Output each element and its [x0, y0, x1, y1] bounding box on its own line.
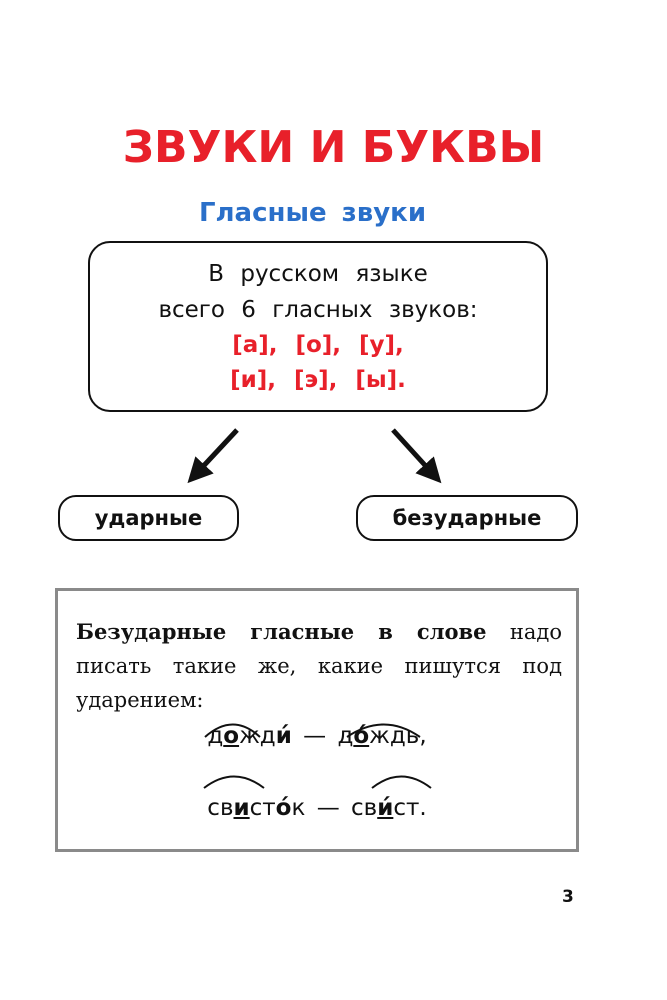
word-part: св: [351, 795, 378, 821]
word-part: ст.: [393, 795, 427, 821]
checked-vowel: и: [233, 795, 250, 821]
stressed-vowel: и́: [275, 723, 292, 749]
word-part: св: [207, 795, 234, 821]
checking-vowel: о́: [353, 723, 370, 749]
rule-text-rest: надо писать такие же, какие пишутся под ударением:: [76, 620, 563, 712]
vowel-sounds-line-1: [а], [о], [у],: [232, 332, 404, 358]
root-arc-icon: [372, 777, 431, 789]
word-part: д: [207, 723, 224, 749]
stressed-vowels-label: ударные: [58, 495, 239, 541]
root-arc-icon: [205, 725, 260, 738]
rule-line-2: всего 6 гласных звуков:: [158, 297, 478, 323]
root-arc-icon: [204, 777, 264, 789]
page-number: 3: [562, 887, 574, 907]
stressed-vowel: о́: [275, 795, 292, 821]
rule-text-bold: Безударные гласные в слове: [76, 619, 487, 644]
rule-line-1: В русском языке: [208, 261, 428, 287]
word-part: ждь,: [369, 723, 427, 749]
word-part: ст: [249, 795, 276, 821]
unstressed-vowels-label: безударные: [356, 495, 578, 541]
word-part: д: [337, 723, 354, 749]
vowel-sounds-line-2: [и], [э], [ы].: [230, 367, 406, 393]
page-title: ЗВУКИ И БУКВЫ: [122, 122, 545, 173]
dash: —: [303, 723, 327, 749]
checking-vowel: и́: [377, 795, 394, 821]
root-arc-icon: [347, 725, 420, 738]
section-subtitle: Гласные звуки: [198, 198, 427, 228]
checked-vowel: о: [223, 723, 240, 749]
dash: —: [316, 795, 340, 821]
word-part: жд: [239, 723, 276, 749]
word-part: к: [291, 795, 306, 821]
